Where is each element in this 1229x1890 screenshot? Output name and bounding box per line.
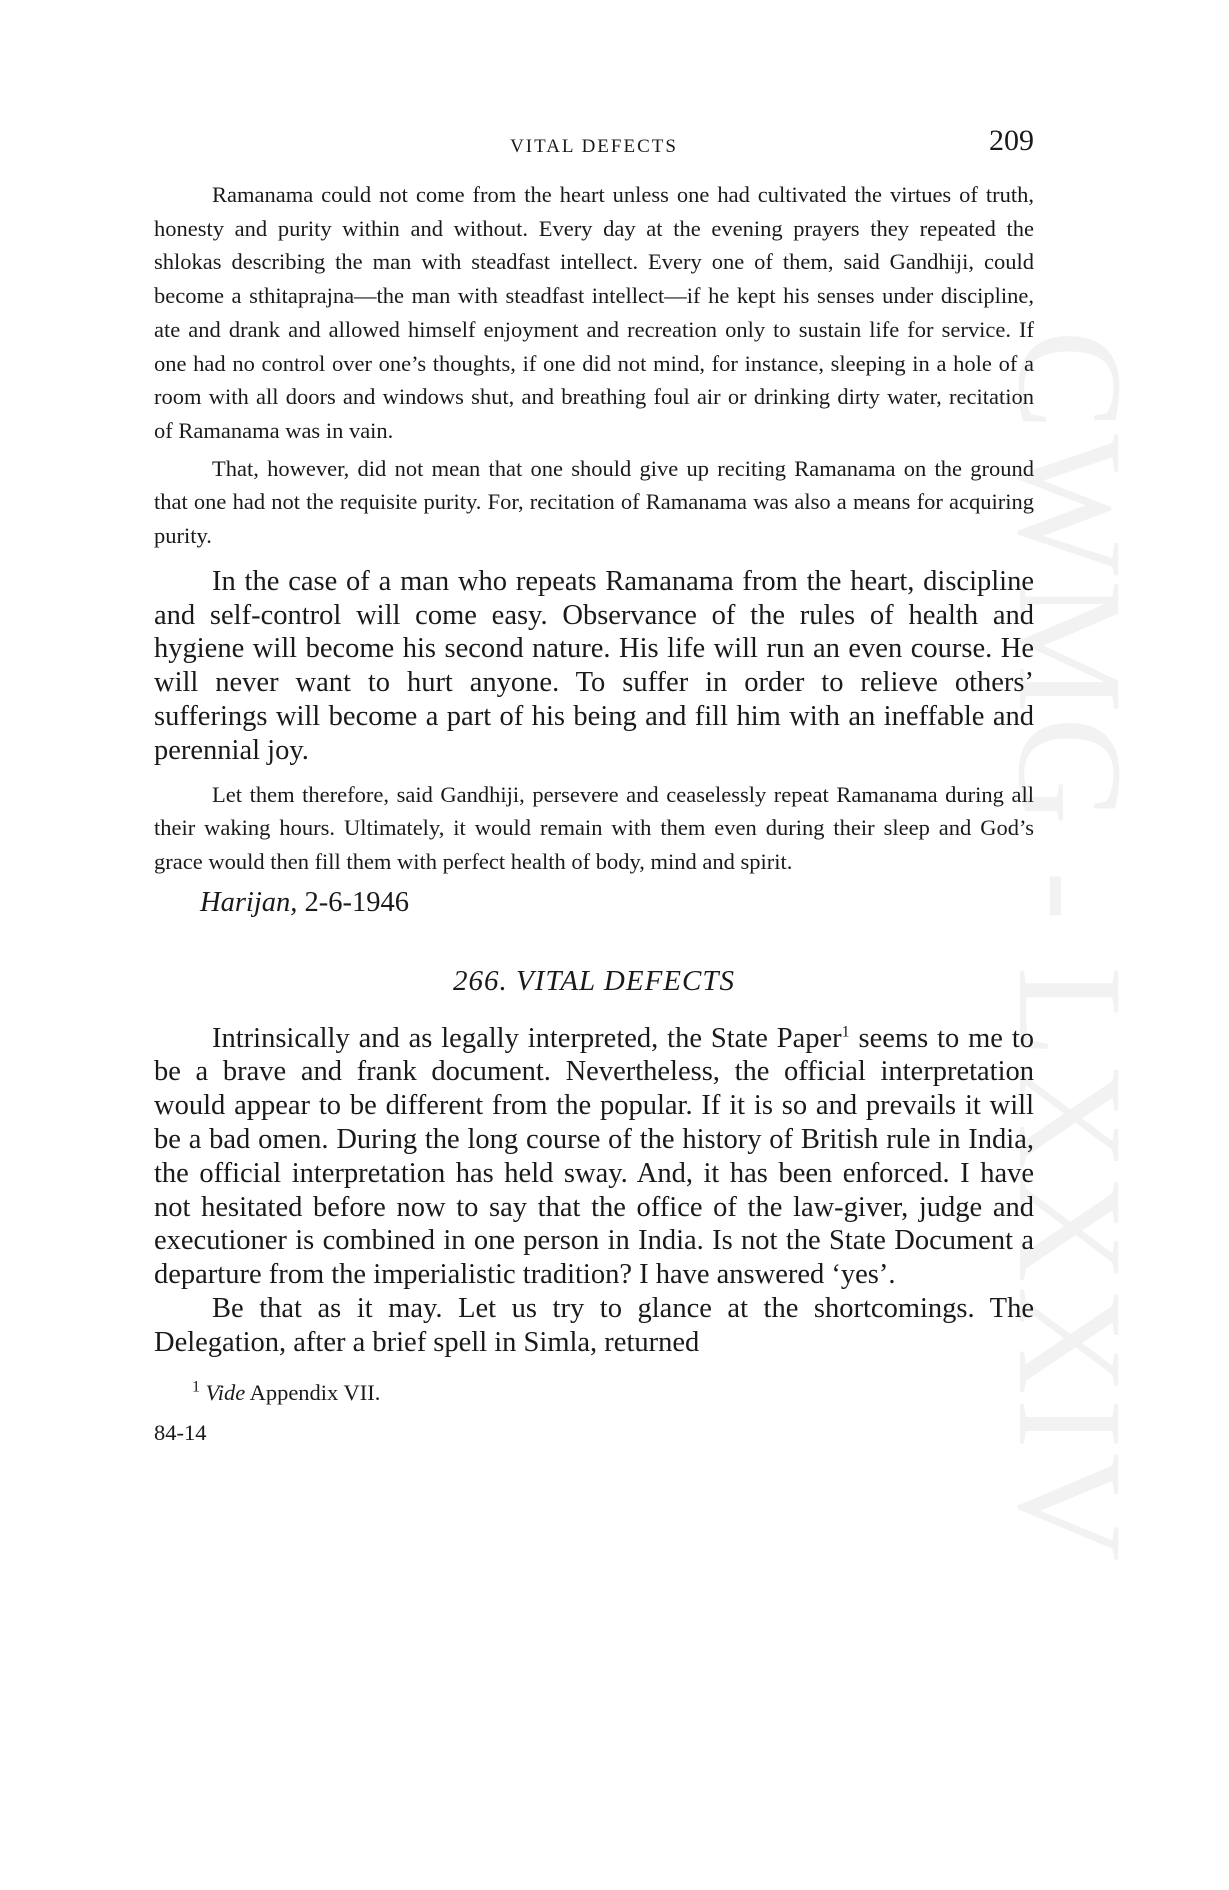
running-title: VITAL DEFECTS: [510, 136, 678, 157]
footnote-vide: Vide: [205, 1379, 246, 1405]
paragraph-ramanama-virtues: Ramanama could not come from the heart unless one had cultivated the virtues of truth, honesty and purity within and without. Every day at the evening prayers they repeated the shlokas describing the man with steadfast intellect. Every one of them, said Gandhiji, could become a sthitaprajna—the man with steadfast intellect—if he kept his senses under discipline, ate and drank and allowed himself enjoyment and recreation only to sustain life for service. If one had no control over one’s thoughts, if one did not mind, for instance, sleeping in a hole of a room with all doors and windows shut, and breathing foul air or drinking dirty water, recitation of Ramanama was in vain.: [154, 182, 1034, 443]
source-date: 2-6-1946: [304, 886, 409, 918]
footnote-mark: 1: [192, 1378, 200, 1396]
paragraph-persevere: Let them therefore, said Gandhiji, persevere and ceaselessly repeat Ramanama during all their waking hours. Ultimately, it would remain with them even during their sleep and God’s grace would then fill them with perfect health of body, mind and spirit.: [154, 781, 1034, 874]
page-number: 209: [989, 124, 1034, 157]
source-citation: [154, 887, 1034, 919]
source-publication: Harijan,: [200, 886, 298, 918]
paragraph-shortcomings: Be that as it may. Let us try to glance at the shortcomings. The Delegation, after a brief spell in Simla, returned: [154, 1293, 1034, 1358]
paragraph-requisite-purity: That, however, did not mean that one should give up reciting Ramanama on the ground that one had not the requisite purity. For, recitation of Ramanama was also a means for acquiring purity.: [154, 455, 1034, 549]
footnote-text: Appendix VII.: [245, 1379, 381, 1405]
signature-mark: 84-14: [154, 1419, 207, 1445]
page-header: [154, 118, 1034, 158]
paragraph-state-paper-start: Intrinsically and as legally interpreted, the State Paper: [212, 1022, 842, 1054]
page: [154, 118, 1034, 1446]
footnote: [154, 1380, 1034, 1406]
footnote-reference: 1: [841, 1023, 850, 1041]
section-title: 266. VITAL DEFECTS: [453, 964, 735, 997]
paragraph-quote: In the case of a man who repeats Ramanama from the heart, discipline and self-control will come easy. Observance of the rules of health and hygiene will become his second nature. His life will run an even course. He will never want to hurt anyone. To suffer in order to relieve others’ sufferings will become a part of his being and fill him with an ineffable and perennial joy.: [154, 565, 1034, 766]
paragraph-state-paper: [154, 1022, 1034, 1292]
watermark: CWMG - LXXXIV: [987, 330, 1153, 1566]
paragraph-state-paper-rest: seems to me to be a brave and frank document. Nevertheless, the official interpretation would appear to be different from the popular. If it is so and prevails it will be a bad omen. During the long course of the history of British rule in India, the official interpretation has held sway. And, it has been enforced. I have not hesitated before now to say that the office of the law-giver, judge and executioner is combined in one person in India. Is not the State Document a departure from the imperialistic tradition? I have answered ‘yes’.: [154, 1022, 1034, 1291]
